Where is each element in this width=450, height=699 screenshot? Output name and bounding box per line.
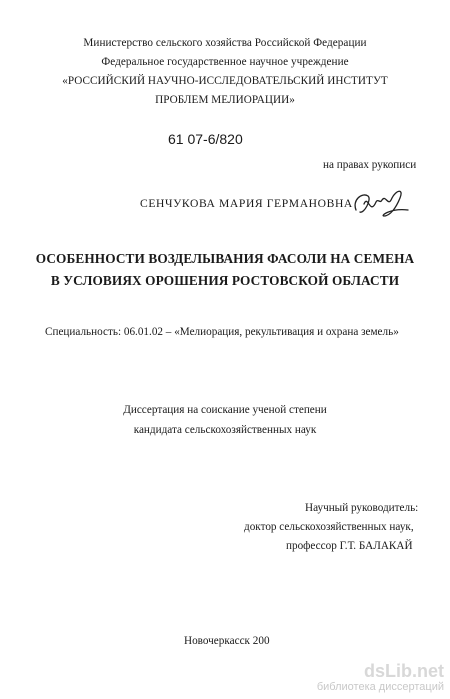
thesis-title-line-1: ОСОБЕННОСТИ ВОЗДЕЛЫВАНИЯ ФАСОЛИ НА СЕМЕНА — [35, 251, 415, 266]
degree-line-1: Диссертация на соискание ученой степени — [123, 404, 327, 416]
thesis-title-line-2: В УСЛОВИЯХ ОРОШЕНИЯ РОСТОВСКОЙ ОБЛАСТИ — [50, 273, 400, 288]
supervisor-name: профессор Г.Т. БАЛАКАЙ — [286, 540, 413, 552]
city-year: Новочеркасск 200 — [184, 635, 270, 647]
institute-name-line-1: «РОССИЙСКИЙ НАУЧНО-ИССЛЕДОВАТЕЛЬСКИЙ ИНСТИТУТ — [62, 75, 388, 87]
watermark-logo: dsLib.net — [364, 661, 444, 681]
watermark-subtitle: библиотека диссертаций — [316, 681, 444, 693]
registration-code: 61 07-6/820 — [168, 131, 243, 147]
degree-line-2: кандидата сельскохозяйственных наук — [133, 424, 317, 436]
manuscript-note: на правах рукописи — [323, 159, 417, 171]
watermark — [317, 662, 444, 693]
signature-icon — [350, 186, 412, 222]
specialty-line: Специальность: 06.01.02 – «Мелиорация, рекультивация и охрана земель» — [45, 326, 399, 338]
ministry-line: Министерство сельского хозяйства Российской Федерации — [83, 37, 367, 49]
supervisor-heading: Научный руководитель: — [305, 502, 419, 514]
institute-name-line-2: ПРОБЛЕМ МЕЛИОРАЦИИ» — [155, 94, 295, 106]
supervisor-degree: доктор сельскохозяйственных наук, — [244, 521, 414, 533]
author-name: СЕНЧУКОВА МАРИЯ ГЕРМАНОВНА — [140, 197, 353, 210]
institution-type-line: Федеральное государственное научное учреждение — [101, 56, 349, 68]
